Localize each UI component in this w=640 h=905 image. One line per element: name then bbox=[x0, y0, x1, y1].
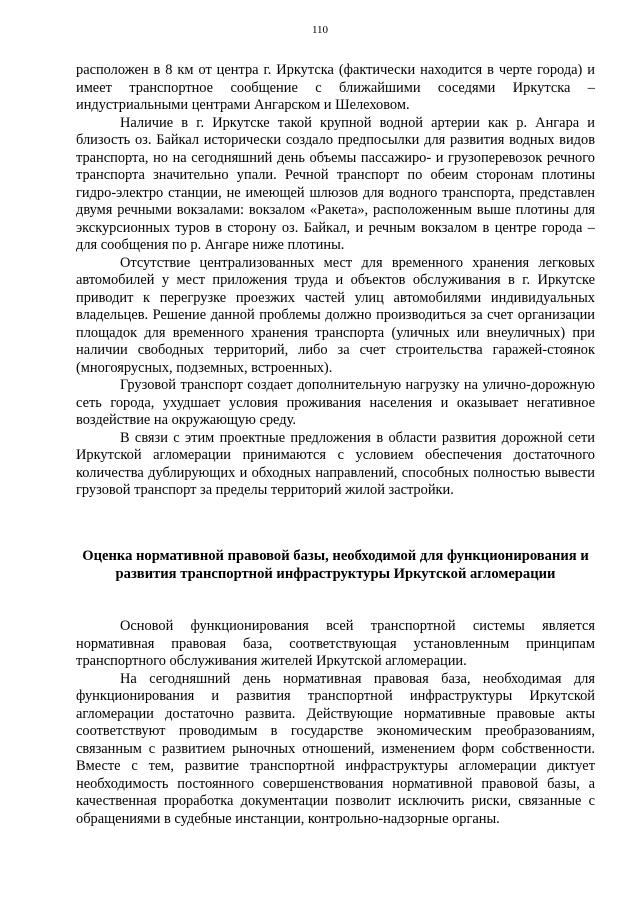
page-number: 110 bbox=[311, 24, 329, 36]
paragraph-3: Отсутствие централизованных мест для временного хранения легковых автомобилей у мест приложения труда и объектов обслуживания в г. Иркутске приводит к перегрузке проезжих частей улиц автомобилями индивидуальных владельцев. Решение данной проблемы должно производиться за счет организации площадок для временного хранения транспорта (уличных или внеуличных) при наличии свободных территорий, либо за счет строительства гаражей-стоянок (многоярусных, подземных, встроенных). bbox=[76, 254, 595, 376]
paragraph-1: расположен в 8 км от центра г. Иркутска (фактически находится в черте города) и имеет транспортное сообщение с ближайшими соседями Иркутска – индустриальными центрами Ангарском и Шелеховом. bbox=[76, 62, 595, 113]
paragraph-5: В связи с этим проектные предложения в области развития дорожной сети Иркутской агломерации принимаются с условием обеспечения достаточного количества дублирующих и обходных направлений, способных полностью вывести грузовой транспорт за пределы территорий жилой застройки. bbox=[76, 429, 595, 498]
paragraph-4: Грузовой транспорт создает дополнительную нагрузку на улично-дорожную сеть города, ухудшает условия проживания населения и оказывает негативное воздействие на окружающую среду. bbox=[76, 377, 595, 428]
section-heading: Оценка нормативной правовой базы, необходимой для функционирования и развития транспортной инфраструктуры Иркутской агломерации bbox=[82, 548, 589, 582]
paragraph-2: Наличие в г. Иркутске такой крупной водной артерии как р. Ангара и близость оз. Байкал исторически создало предпосылки для развития водных видов транспорта, но на сегодняшний день объемы пассажиро- и грузоперевозок речного транспорта значительно упали. Речной транспорт по обеим сторонам плотины гидро-электро станции, не имеющей шлюзов для водного транспорта, представлен двумя речными вокзалами: вокзалом «Ракета», расположенным выше плотины для экскурсионных туров в сторону оз. Байкал, и речным вокзалом в центре города – для сообщения по р. Ангаре ниже плотины. bbox=[76, 114, 595, 253]
section-two-text bbox=[76, 618, 595, 828]
paragraph-7: На сегодняшний день нормативная правовая база, необходимая для функционирования и развития транспортной инфраструктуры Иркутской агломерации достаточно развита. Действующие нормативные правовые акты соответствуют проводимым в государстве экономическим преобразованиям, связанным с развитием рыночных отношений, изменением форм собственности. Вместе с тем, развитие транспортной инфраструктуры агломерации диктует необходимость постоянного совершенствования нормативной правовой базы, а качественная проработка документации позволит исключить риски, связанные с обращениями в судебные инстанции, контрольно-надзорные органы. bbox=[76, 670, 595, 827]
paragraph-6: Основой функционирования всей транспортной системы является нормативная правовая база, соответствующая установленным принципам транспортного обслуживания жителей Иркутской агломерации. bbox=[76, 618, 595, 669]
section-one-text bbox=[76, 62, 595, 500]
